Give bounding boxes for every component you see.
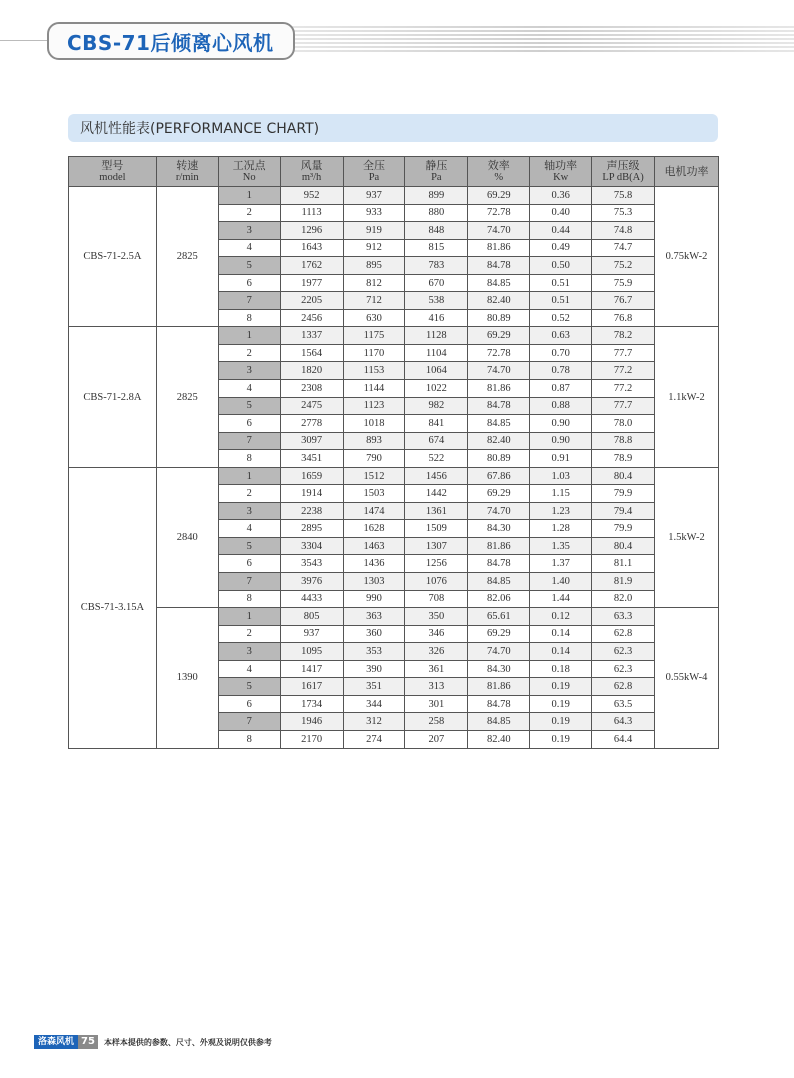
- value-cell: 1123: [343, 397, 405, 415]
- value-cell: 344: [343, 695, 405, 713]
- column-header-zh: 效率: [487, 158, 510, 172]
- column-header: [156, 157, 218, 187]
- value-cell: 2170: [280, 730, 343, 748]
- value-cell: 84.78: [468, 555, 530, 573]
- value-cell: 3976: [280, 573, 343, 591]
- speed-cell: 2825: [156, 327, 218, 467]
- column-header-en: %: [494, 171, 504, 183]
- point-cell: 8: [218, 309, 280, 327]
- value-cell: 1617: [280, 678, 343, 696]
- value-cell: 812: [343, 274, 405, 292]
- value-cell: 64.3: [592, 713, 655, 731]
- value-cell: 1643: [280, 239, 343, 257]
- value-cell: 81.9: [592, 573, 655, 591]
- point-cell: 3: [218, 362, 280, 380]
- value-cell: 313: [405, 678, 468, 696]
- value-cell: 841: [405, 415, 468, 433]
- value-cell: 78.9: [592, 450, 655, 468]
- point-cell: 7: [218, 573, 280, 591]
- value-cell: 1076: [405, 573, 468, 591]
- point-cell: 2: [218, 204, 280, 222]
- value-cell: 1.15: [530, 485, 592, 503]
- column-header-zh: 静压: [425, 158, 448, 172]
- value-cell: 2238: [280, 502, 343, 520]
- value-cell: 84.78: [468, 257, 530, 275]
- motor-power-cell: 1.1kW-2: [655, 327, 719, 467]
- value-cell: 1303: [343, 573, 405, 591]
- header-stripes: [290, 26, 794, 56]
- table-header-row: [69, 157, 719, 187]
- point-cell: 4: [218, 380, 280, 398]
- value-cell: 1474: [343, 502, 405, 520]
- value-cell: 790: [343, 450, 405, 468]
- value-cell: 919: [343, 222, 405, 240]
- column-header-zh: 转速: [176, 158, 199, 172]
- point-cell: 8: [218, 450, 280, 468]
- value-cell: 65.61: [468, 608, 530, 626]
- value-cell: 69.29: [468, 625, 530, 643]
- value-cell: 79.9: [592, 520, 655, 538]
- point-cell: 4: [218, 520, 280, 538]
- value-cell: 81.86: [468, 678, 530, 696]
- value-cell: 1628: [343, 520, 405, 538]
- value-cell: 78.8: [592, 432, 655, 450]
- value-cell: 0.51: [530, 292, 592, 310]
- value-cell: 1762: [280, 257, 343, 275]
- value-cell: 326: [405, 643, 468, 661]
- value-cell: 3451: [280, 450, 343, 468]
- value-cell: 80.89: [468, 450, 530, 468]
- point-cell: 8: [218, 730, 280, 748]
- value-cell: 84.78: [468, 695, 530, 713]
- value-cell: 1064: [405, 362, 468, 380]
- point-cell: 3: [218, 502, 280, 520]
- performance-table: [68, 156, 719, 749]
- value-cell: 80.4: [592, 537, 655, 555]
- model-cell: CBS-71-2.5A: [69, 187, 157, 327]
- value-cell: 0.49: [530, 239, 592, 257]
- value-cell: 1307: [405, 537, 468, 555]
- value-cell: 69.29: [468, 187, 530, 205]
- value-cell: 522: [405, 450, 468, 468]
- point-cell: 6: [218, 695, 280, 713]
- value-cell: 0.50: [530, 257, 592, 275]
- point-cell: 2: [218, 344, 280, 362]
- value-cell: 75.9: [592, 274, 655, 292]
- column-header-zh: 风量: [300, 158, 323, 172]
- value-cell: 84.30: [468, 660, 530, 678]
- value-cell: 82.06: [468, 590, 530, 608]
- value-cell: 207: [405, 730, 468, 748]
- point-cell: 5: [218, 397, 280, 415]
- value-cell: 0.14: [530, 625, 592, 643]
- value-cell: 1.28: [530, 520, 592, 538]
- value-cell: 0.52: [530, 309, 592, 327]
- value-cell: 1153: [343, 362, 405, 380]
- value-cell: 982: [405, 397, 468, 415]
- value-cell: 1361: [405, 502, 468, 520]
- value-cell: 1144: [343, 380, 405, 398]
- value-cell: 416: [405, 309, 468, 327]
- value-cell: 990: [343, 590, 405, 608]
- value-cell: 0.40: [530, 204, 592, 222]
- value-cell: 78.0: [592, 415, 655, 433]
- column-header: [530, 157, 592, 187]
- value-cell: 62.8: [592, 678, 655, 696]
- value-cell: 1175: [343, 327, 405, 345]
- value-cell: 0.88: [530, 397, 592, 415]
- value-cell: 301: [405, 695, 468, 713]
- value-cell: 0.51: [530, 274, 592, 292]
- footer: [34, 1035, 272, 1049]
- value-cell: 75.2: [592, 257, 655, 275]
- value-cell: 1296: [280, 222, 343, 240]
- motor-power-cell: 0.75kW-2: [655, 187, 719, 327]
- value-cell: 708: [405, 590, 468, 608]
- value-cell: 82.40: [468, 730, 530, 748]
- value-cell: 77.7: [592, 397, 655, 415]
- page-header: [47, 22, 295, 60]
- column-header: [280, 157, 343, 187]
- value-cell: 1503: [343, 485, 405, 503]
- value-cell: 712: [343, 292, 405, 310]
- motor-power-cell: 0.55kW-4: [655, 608, 719, 748]
- point-cell: 7: [218, 292, 280, 310]
- value-cell: 937: [280, 625, 343, 643]
- model-cell: CBS-71-2.8A: [69, 327, 157, 467]
- value-cell: 1.40: [530, 573, 592, 591]
- column-header: [468, 157, 530, 187]
- page-title: CBS-71后倾离心风机: [67, 30, 274, 55]
- value-cell: 912: [343, 239, 405, 257]
- value-cell: 81.86: [468, 239, 530, 257]
- value-cell: 74.7: [592, 239, 655, 257]
- value-cell: 360: [343, 625, 405, 643]
- page-number: 75: [78, 1035, 98, 1049]
- point-cell: 1: [218, 467, 280, 485]
- value-cell: 2456: [280, 309, 343, 327]
- table-row: [69, 608, 719, 626]
- value-cell: 79.9: [592, 485, 655, 503]
- value-cell: 1436: [343, 555, 405, 573]
- value-cell: 899: [405, 187, 468, 205]
- column-header-en: Pa: [368, 171, 380, 183]
- value-cell: 1.37: [530, 555, 592, 573]
- value-cell: 78.2: [592, 327, 655, 345]
- column-header-zh: 型号: [101, 158, 124, 172]
- column-header-zh: 全压: [362, 158, 385, 172]
- value-cell: 805: [280, 608, 343, 626]
- value-cell: 0.36: [530, 187, 592, 205]
- value-cell: 1977: [280, 274, 343, 292]
- value-cell: 1659: [280, 467, 343, 485]
- value-cell: 783: [405, 257, 468, 275]
- value-cell: 4433: [280, 590, 343, 608]
- value-cell: 346: [405, 625, 468, 643]
- model-cell: CBS-71-3.15A: [69, 467, 157, 748]
- value-cell: 258: [405, 713, 468, 731]
- value-cell: 1095: [280, 643, 343, 661]
- value-cell: 0.19: [530, 695, 592, 713]
- value-cell: 62.3: [592, 643, 655, 661]
- value-cell: 2205: [280, 292, 343, 310]
- point-cell: 1: [218, 327, 280, 345]
- value-cell: 2895: [280, 520, 343, 538]
- value-cell: 0.63: [530, 327, 592, 345]
- value-cell: 0.87: [530, 380, 592, 398]
- speed-cell: 2840: [156, 467, 218, 607]
- column-header-zh: 轴功率: [544, 158, 578, 172]
- value-cell: 933: [343, 204, 405, 222]
- value-cell: 69.29: [468, 327, 530, 345]
- column-header-en: No: [242, 171, 256, 183]
- value-cell: 81.86: [468, 380, 530, 398]
- point-cell: 6: [218, 274, 280, 292]
- speed-cell: 2825: [156, 187, 218, 327]
- value-cell: 77.2: [592, 380, 655, 398]
- value-cell: 84.85: [468, 713, 530, 731]
- value-cell: 1946: [280, 713, 343, 731]
- value-cell: 1.03: [530, 467, 592, 485]
- value-cell: 895: [343, 257, 405, 275]
- value-cell: 63.5: [592, 695, 655, 713]
- value-cell: 361: [405, 660, 468, 678]
- footer-brand: 洛森风机: [34, 1035, 78, 1049]
- column-header-en: Kw: [553, 171, 569, 183]
- value-cell: 67.86: [468, 467, 530, 485]
- value-cell: 62.3: [592, 660, 655, 678]
- column-header-en: model: [99, 171, 126, 183]
- point-cell: 5: [218, 678, 280, 696]
- value-cell: 81.86: [468, 537, 530, 555]
- motor-power-cell: 1.5kW-2: [655, 467, 719, 607]
- value-cell: 74.8: [592, 222, 655, 240]
- value-cell: 74.70: [468, 643, 530, 661]
- value-cell: 63.3: [592, 608, 655, 626]
- value-cell: 0.14: [530, 643, 592, 661]
- point-cell: 3: [218, 222, 280, 240]
- value-cell: 0.90: [530, 432, 592, 450]
- value-cell: 363: [343, 608, 405, 626]
- point-cell: 2: [218, 625, 280, 643]
- section-title: 风机性能表(PERFORMANCE CHART): [80, 121, 320, 137]
- column-header: [218, 157, 280, 187]
- value-cell: 1463: [343, 537, 405, 555]
- column-header-zh: 电机功率: [664, 164, 709, 178]
- table-row: [69, 467, 719, 485]
- value-cell: 75.3: [592, 204, 655, 222]
- value-cell: 674: [405, 432, 468, 450]
- value-cell: 1512: [343, 467, 405, 485]
- point-cell: 4: [218, 660, 280, 678]
- value-cell: 1456: [405, 467, 468, 485]
- value-cell: 1509: [405, 520, 468, 538]
- value-cell: 82.40: [468, 432, 530, 450]
- column-header: [592, 157, 655, 187]
- value-cell: 0.19: [530, 730, 592, 748]
- column-header-zh: 声压级: [606, 158, 640, 172]
- point-cell: 5: [218, 537, 280, 555]
- value-cell: 1018: [343, 415, 405, 433]
- value-cell: 351: [343, 678, 405, 696]
- value-cell: 3304: [280, 537, 343, 555]
- header-rule: [0, 40, 47, 41]
- value-cell: 670: [405, 274, 468, 292]
- value-cell: 1914: [280, 485, 343, 503]
- point-cell: 8: [218, 590, 280, 608]
- value-cell: 74.70: [468, 502, 530, 520]
- column-header: [343, 157, 405, 187]
- value-cell: 880: [405, 204, 468, 222]
- value-cell: 937: [343, 187, 405, 205]
- point-cell: 7: [218, 432, 280, 450]
- point-cell: 7: [218, 713, 280, 731]
- value-cell: 72.78: [468, 204, 530, 222]
- value-cell: 0.91: [530, 450, 592, 468]
- point-cell: 1: [218, 187, 280, 205]
- value-cell: 84.30: [468, 520, 530, 538]
- value-cell: 84.85: [468, 415, 530, 433]
- value-cell: 84.78: [468, 397, 530, 415]
- value-cell: 1820: [280, 362, 343, 380]
- value-cell: 74.70: [468, 222, 530, 240]
- column-header-en: Pa: [431, 171, 442, 183]
- value-cell: 75.8: [592, 187, 655, 205]
- column-header-en: r/min: [175, 171, 199, 183]
- value-cell: 0.19: [530, 678, 592, 696]
- value-cell: 1.35: [530, 537, 592, 555]
- value-cell: 538: [405, 292, 468, 310]
- value-cell: 80.89: [468, 309, 530, 327]
- point-cell: 6: [218, 555, 280, 573]
- value-cell: 72.78: [468, 344, 530, 362]
- column-header-zh: 工况点: [232, 158, 266, 172]
- value-cell: 82.0: [592, 590, 655, 608]
- value-cell: 1113: [280, 204, 343, 222]
- value-cell: 82.40: [468, 292, 530, 310]
- value-cell: 0.19: [530, 713, 592, 731]
- value-cell: 3097: [280, 432, 343, 450]
- value-cell: 84.85: [468, 573, 530, 591]
- value-cell: 2308: [280, 380, 343, 398]
- value-cell: 312: [343, 713, 405, 731]
- value-cell: 952: [280, 187, 343, 205]
- value-cell: 0.90: [530, 415, 592, 433]
- point-cell: 3: [218, 643, 280, 661]
- column-header: [69, 157, 157, 187]
- value-cell: 79.4: [592, 502, 655, 520]
- point-cell: 2: [218, 485, 280, 503]
- value-cell: 77.2: [592, 362, 655, 380]
- value-cell: 64.4: [592, 730, 655, 748]
- value-cell: 390: [343, 660, 405, 678]
- value-cell: 0.70: [530, 344, 592, 362]
- value-cell: 84.85: [468, 274, 530, 292]
- value-cell: 0.78: [530, 362, 592, 380]
- value-cell: 2778: [280, 415, 343, 433]
- value-cell: 2475: [280, 397, 343, 415]
- value-cell: 848: [405, 222, 468, 240]
- value-cell: 74.70: [468, 362, 530, 380]
- column-header-en: m³/h: [301, 171, 322, 183]
- value-cell: 630: [343, 309, 405, 327]
- table-row: [69, 187, 719, 205]
- value-cell: 1104: [405, 344, 468, 362]
- speed-cell: 1390: [156, 608, 218, 748]
- value-cell: 893: [343, 432, 405, 450]
- value-cell: 1256: [405, 555, 468, 573]
- value-cell: 1417: [280, 660, 343, 678]
- value-cell: 0.12: [530, 608, 592, 626]
- value-cell: 1442: [405, 485, 468, 503]
- point-cell: 4: [218, 239, 280, 257]
- point-cell: 5: [218, 257, 280, 275]
- value-cell: 350: [405, 608, 468, 626]
- value-cell: 815: [405, 239, 468, 257]
- value-cell: 1022: [405, 380, 468, 398]
- value-cell: 62.8: [592, 625, 655, 643]
- value-cell: 1.23: [530, 502, 592, 520]
- column-header: [655, 157, 719, 187]
- point-cell: 1: [218, 608, 280, 626]
- value-cell: 1170: [343, 344, 405, 362]
- value-cell: 1337: [280, 327, 343, 345]
- column-header-en: LP dB(A): [602, 171, 644, 183]
- value-cell: 353: [343, 643, 405, 661]
- value-cell: 81.1: [592, 555, 655, 573]
- value-cell: 76.7: [592, 292, 655, 310]
- value-cell: 3543: [280, 555, 343, 573]
- value-cell: 0.18: [530, 660, 592, 678]
- value-cell: 1734: [280, 695, 343, 713]
- value-cell: 0.44: [530, 222, 592, 240]
- point-cell: 6: [218, 415, 280, 433]
- value-cell: 1.44: [530, 590, 592, 608]
- column-header: [405, 157, 468, 187]
- value-cell: 80.4: [592, 467, 655, 485]
- value-cell: 77.7: [592, 344, 655, 362]
- value-cell: 274: [343, 730, 405, 748]
- value-cell: 1564: [280, 344, 343, 362]
- value-cell: 1128: [405, 327, 468, 345]
- section-bar: [68, 114, 718, 142]
- footer-note: 本样本提供的参数、尺寸、外观及说明仅供参考: [103, 1037, 272, 1047]
- table-row: [69, 327, 719, 345]
- value-cell: 69.29: [468, 485, 530, 503]
- value-cell: 76.8: [592, 309, 655, 327]
